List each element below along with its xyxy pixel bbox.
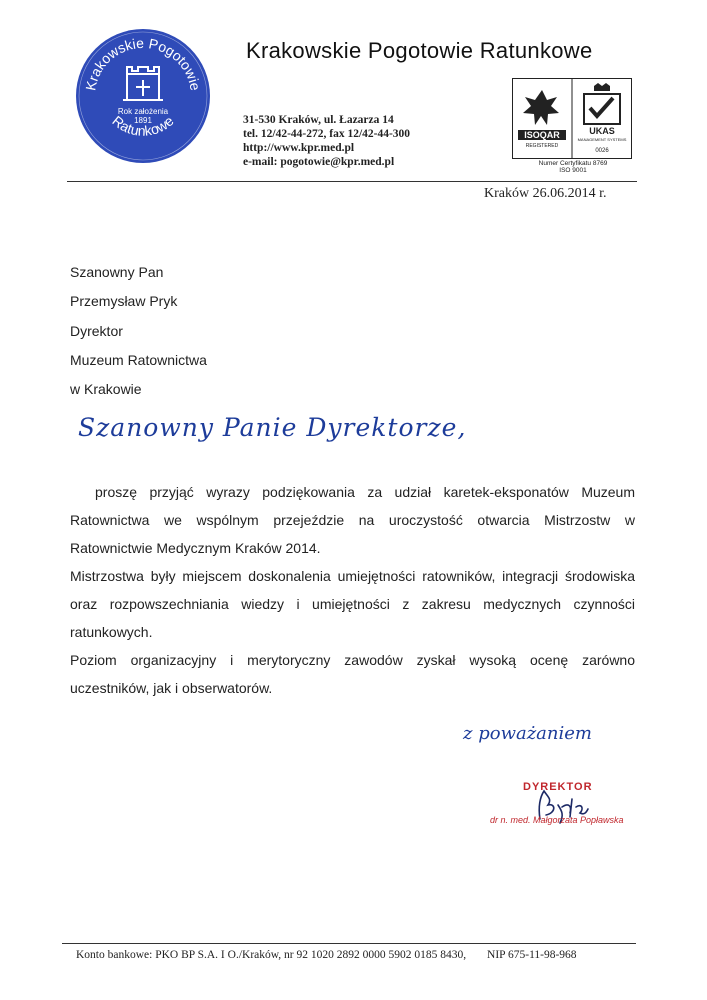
- footer-divider: [62, 943, 636, 944]
- addressee-institution: Muzeum Ratownictwa: [70, 351, 207, 368]
- certificate-number: Numer Certyfikatu 8769: [538, 160, 608, 167]
- addressee-name: Przemysław Pryk: [70, 293, 178, 310]
- nip-number: NIP 675-11-98-968: [487, 949, 577, 961]
- letter-body: [70, 478, 635, 702]
- certificate-standard: ISO 9001: [559, 167, 587, 174]
- contact-block: [243, 113, 410, 169]
- bank-account: Konto bankowe: PKO BP S.A. I O./Kraków, nr 92 1020 2892 0000 5902 0185 8430,: [76, 949, 467, 961]
- organization-title: Krakowskie Pogotowie Ratunkowe: [246, 38, 593, 63]
- header-divider: [67, 181, 637, 182]
- isoqar-sublabel: REGISTERED: [525, 143, 559, 149]
- body-paragraph-2: Mistrzostwa były miejscem doskonalenia umiejętności ratowników, integracji środowiska oraz rozpowszechniania wiedzy i umiejętności z zakresu medycznych czynności ratunkowych.: [70, 568, 635, 640]
- certificate-caption: [520, 160, 626, 174]
- addressee-block: [70, 258, 207, 404]
- logo-arc-bottom-text: Ratunkowe: [109, 112, 177, 139]
- handwritten-salutation: Szanowny Panie Dyrektorze,: [78, 413, 467, 442]
- logo-founded-label: Rok założenia: [117, 107, 169, 116]
- website-link[interactable]: http://www.kpr.med.pl: [243, 142, 355, 154]
- logo-arc-top-text: Krakowskie Pogotowie: [82, 34, 204, 92]
- isoqar-label: ISOQAR: [524, 130, 560, 140]
- ukas-code: 0026: [595, 148, 609, 154]
- addressee-position: Dyrektor: [70, 322, 123, 339]
- ukas-sublabel: MANAGEMENT SYSTEMS: [577, 137, 627, 142]
- address-line: 31-530 Kraków, ul. Łazarza 14: [243, 114, 394, 126]
- handwritten-closing: z poważaniem: [463, 723, 592, 744]
- organization-logo-seal: [75, 28, 211, 164]
- addressee-salutation: Szanowny Pan: [70, 264, 164, 280]
- ukas-label: UKAS: [589, 126, 615, 136]
- signatory-name: dr n. med. Małgorzata Popławska: [490, 815, 624, 825]
- phone-fax-line: tel. 12/42-44-272, fax 12/42-44-300: [243, 128, 411, 140]
- addressee-city: w Krakowie: [70, 381, 142, 398]
- body-paragraph-3: Poziom organizacyjny i merytoryczny zawodów zyskał wysoką ocenę zarówno uczestników, jak i obserwatorów.: [70, 652, 635, 696]
- letter-date: Kraków 26.06.2014 r.: [484, 186, 607, 201]
- body-paragraph-1: proszę przyjąć wyrazy podziękowania za udział karetek-eksponatów Muzeum Ratownictwa we wspólnym przejeździe na uroczystość otwarcia Mistrzostw w Ratownictwie Medycznym Kraków 2014.: [70, 484, 635, 556]
- signatory-title: DYREKTOR: [523, 781, 593, 793]
- logo-founded-year: 1891: [134, 116, 152, 125]
- footer-bank-info: [76, 949, 577, 961]
- email-link[interactable]: e-mail: pogotowie@kpr.med.pl: [243, 156, 395, 168]
